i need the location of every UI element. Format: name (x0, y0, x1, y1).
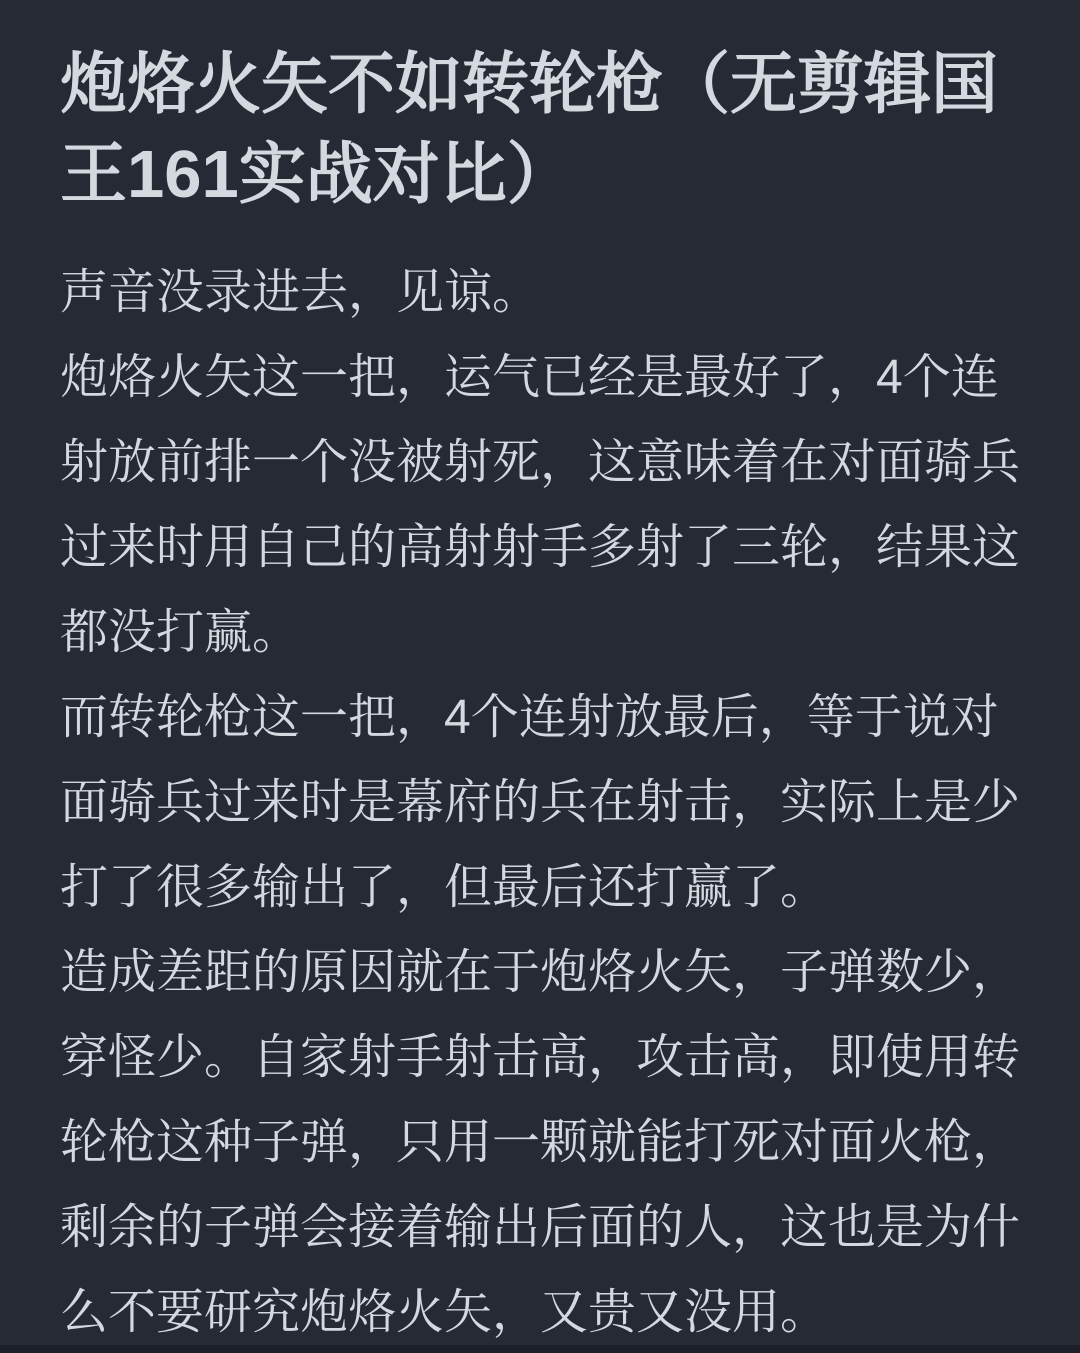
bottom-edge-strip (0, 1345, 1080, 1353)
post-title: 炮烙火矢不如转轮枪（无剪辑国王161实战对比） (60, 47, 998, 212)
post-body (60, 250, 1020, 1353)
post-paragraph-3: 而转轮枪这一把，4个连射放最后，等于说对面骑兵过来时是幕府的兵在射击，实际上是少打了很多输出了，但最后还打赢了。 (60, 691, 1021, 914)
post-paragraph-1: 声音没录进去，见谅。 (60, 266, 541, 319)
post-paragraph-4: 造成差距的原因就在于炮烙火矢，子弹数少，穿怪少。自家射手射击高，攻击高，即使用转轮枪这种子弹，只用一颗就能打死对面火枪，剩余的子弹会接着输出后面的人，这也是为什么不要研究炮烙火矢，又贵又没用。 (60, 946, 1021, 1339)
post-paragraph-2: 炮烙火矢这一把，运气已经是最好了，4个连射放前排一个没被射死，这意味着在对面骑兵过来时用自己的高射射手多射了三轮，结果这都没打赢。 (60, 351, 1021, 659)
